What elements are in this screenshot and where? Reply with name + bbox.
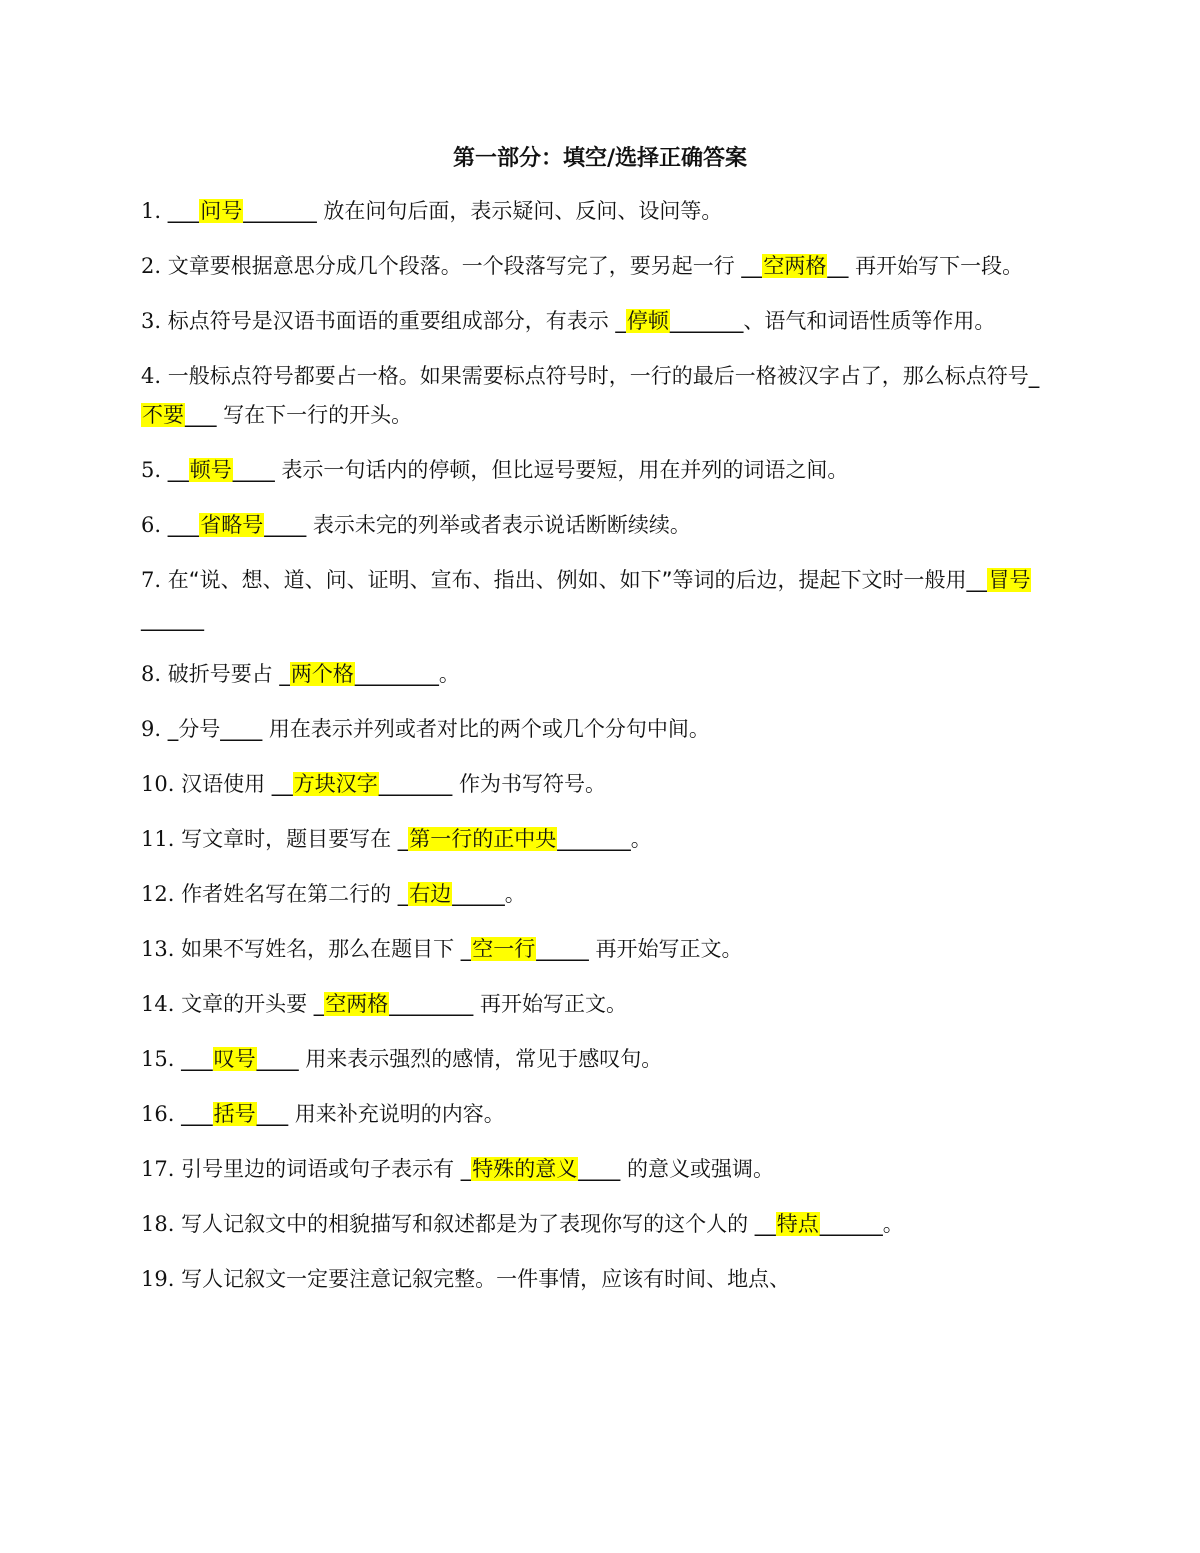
answer-blank: ____: [264, 513, 307, 537]
answer-blank: __: [966, 568, 988, 592]
answer-blank: ________: [389, 992, 474, 1016]
question-text: 。: [438, 662, 460, 686]
question-number: 11.: [141, 827, 182, 851]
question-number: 9.: [141, 717, 168, 741]
question-number: 13.: [141, 937, 182, 961]
question-number: 5.: [141, 458, 168, 482]
answer-blank: _: [397, 882, 409, 906]
question-text: 表示一句话内的停顿，但比逗号要短，用在并列的词语之间。: [274, 458, 849, 482]
answer-blank: __: [754, 1212, 776, 1236]
question-number: 3.: [141, 309, 168, 333]
document-title: 第一部分：填空/选择正确答案: [452, 145, 748, 171]
highlighted-answer: 第一行的正中央: [409, 827, 557, 851]
answer-blank: _: [615, 309, 626, 333]
question-number: 16.: [141, 1102, 182, 1126]
highlighted-answer: 停顿: [626, 309, 669, 333]
highlighted-answer: 方块汉字: [293, 772, 378, 796]
question-text: 再开始写正文。: [588, 937, 743, 961]
question-text: 用在表示并列或者对比的两个或几个分句中间。: [262, 717, 710, 741]
question-item: [141, 1095, 1059, 1134]
question-item: [141, 247, 1059, 286]
question-item: [141, 875, 1059, 914]
highlighted-answer: 括号: [213, 1102, 256, 1126]
highlighted-answer: 冒号: [988, 568, 1031, 592]
question-number: 14.: [141, 992, 182, 1016]
question-item: [141, 561, 1059, 639]
answer-blank: __: [271, 772, 293, 796]
question-item: [141, 1205, 1059, 1244]
answer-blank: __: [741, 254, 763, 278]
question-text: 写文章时，题目要写在: [181, 827, 398, 851]
answer-blank: ____: [578, 1157, 621, 1181]
answer-blank: __: [167, 458, 189, 482]
highlighted-answer: 空两格: [325, 992, 389, 1016]
answer-blank: _______: [378, 772, 453, 796]
highlighted-answer: 特点: [776, 1212, 819, 1236]
question-item: [141, 1040, 1059, 1079]
highlighted-answer: 省略号: [200, 513, 264, 537]
answer-blank: ___: [167, 513, 200, 537]
question-number: 18.: [141, 1212, 182, 1236]
question-text: 汉语使用: [181, 772, 272, 796]
question-item: [141, 710, 1059, 749]
answer-blank: _____: [452, 882, 505, 906]
question-number: 2.: [141, 254, 168, 278]
question-number: 1.: [141, 199, 168, 223]
question-number: 7.: [141, 568, 168, 592]
question-number: 4.: [141, 364, 168, 388]
question-number: 8.: [141, 662, 168, 686]
question-text: 作为书写符号。: [452, 772, 606, 796]
question-text: 如果不写姓名，那么在题目下: [181, 937, 461, 961]
highlighted-answer: 问号: [200, 199, 243, 223]
question-number: 6.: [141, 513, 168, 537]
answer-blank: _: [313, 992, 325, 1016]
question-text: 写人记叙文中的相貌描写和叙述都是为了表现你写的这个人的: [181, 1212, 755, 1236]
answer-blank: _______: [243, 199, 317, 223]
answer-blank: ______: [819, 1212, 883, 1236]
question-text: 作者姓名写在第二行的: [181, 882, 398, 906]
question-item: [141, 985, 1059, 1024]
question-text: 。: [504, 882, 526, 906]
answer-blank: _: [460, 937, 472, 961]
question-text: 破折号要占: [167, 662, 280, 686]
question-text: 再开始写下一段。: [848, 254, 1024, 278]
answer-blank: ____: [232, 458, 275, 482]
question-text: 的意义或强调。: [620, 1157, 774, 1181]
answer-blank: ___: [181, 1102, 213, 1126]
question-text: 在“说、想、道、问、证明、宣布、指出、例如、如下”等词的后边，提起下文时一般用: [167, 568, 967, 592]
question-item: [141, 451, 1059, 490]
question-text: 文章要根据意思分成几个段落。一个段落写完了，要另起一行: [167, 254, 742, 278]
answer-blank: ________: [354, 662, 439, 686]
question-text: 、语气和词语性质等作用。: [743, 309, 996, 333]
highlighted-answer: 空一行: [472, 937, 536, 961]
highlighted-answer: 右边: [409, 882, 452, 906]
question-text: 文章的开头要: [181, 992, 314, 1016]
highlighted-answer: 特殊的意义: [472, 1157, 578, 1181]
question-text: 表示未完的列举或者表示说话断断续续。: [306, 513, 691, 537]
answer-blank: _: [397, 827, 409, 851]
answer-blank: ___: [256, 1102, 289, 1126]
question-text: 一般标点符号都要占一格。如果需要标点符号时，一行的最后一格被汉字占了，那么标点符号: [167, 364, 1029, 388]
question-item: [141, 357, 1059, 435]
highlighted-answer: 叹号: [213, 1047, 256, 1071]
question-number: 10.: [141, 772, 182, 796]
question-text: 放在问句后面，表示疑问、反问、设问等。: [316, 199, 723, 223]
question-item: [141, 1150, 1059, 1189]
question-item: [141, 1260, 1059, 1299]
question-text: 。: [630, 827, 652, 851]
answer-blank: _: [460, 1157, 472, 1181]
question-text: 用来补充说明的内容。: [288, 1102, 505, 1126]
highlighted-answer: 两个格: [290, 662, 354, 686]
answer-blank: ___: [185, 403, 217, 427]
highlighted-answer: 不要: [142, 403, 184, 427]
answer-blank: _分号____: [167, 717, 263, 741]
answer-blank: _: [279, 662, 290, 686]
answer-blank: _______: [669, 309, 744, 333]
question-list: [141, 192, 1059, 1315]
answer-blank: ____: [256, 1047, 299, 1071]
question-item: [141, 930, 1059, 969]
question-number: 19.: [141, 1267, 182, 1291]
highlighted-answer: 空两格: [763, 254, 827, 278]
answer-blank: ______: [141, 607, 204, 631]
question-number: 12.: [141, 882, 182, 906]
question-item: [141, 302, 1059, 341]
question-text: 标点符号是汉语书面语的重要组成部分，有表示: [167, 309, 616, 333]
answer-blank: _: [1028, 364, 1040, 388]
answer-blank: ___: [181, 1047, 213, 1071]
question-item: [141, 820, 1059, 859]
question-item: [141, 506, 1059, 545]
question-item: [141, 655, 1059, 694]
question-text: 写在下一行的开头。: [216, 403, 413, 427]
question-item: [141, 765, 1059, 804]
question-text: 写人记叙文一定要注意记叙完整。一件事情，应该有时间、地点、: [181, 1267, 791, 1291]
question-text: 。: [882, 1212, 904, 1236]
question-item: [141, 192, 1059, 231]
highlighted-answer: 顿号: [189, 458, 232, 482]
answer-blank: ___: [167, 199, 200, 223]
answer-blank: _______: [557, 827, 631, 851]
question-number: 17.: [141, 1157, 182, 1181]
question-text: 再开始写正文。: [473, 992, 627, 1016]
question-text: 引号里边的词语或句子表示有: [181, 1157, 461, 1181]
answer-blank: __: [827, 254, 849, 278]
question-text: 用来表示强烈的感情，常见于感叹句。: [298, 1047, 663, 1071]
question-number: 15.: [141, 1047, 182, 1071]
answer-blank: _____: [536, 937, 589, 961]
